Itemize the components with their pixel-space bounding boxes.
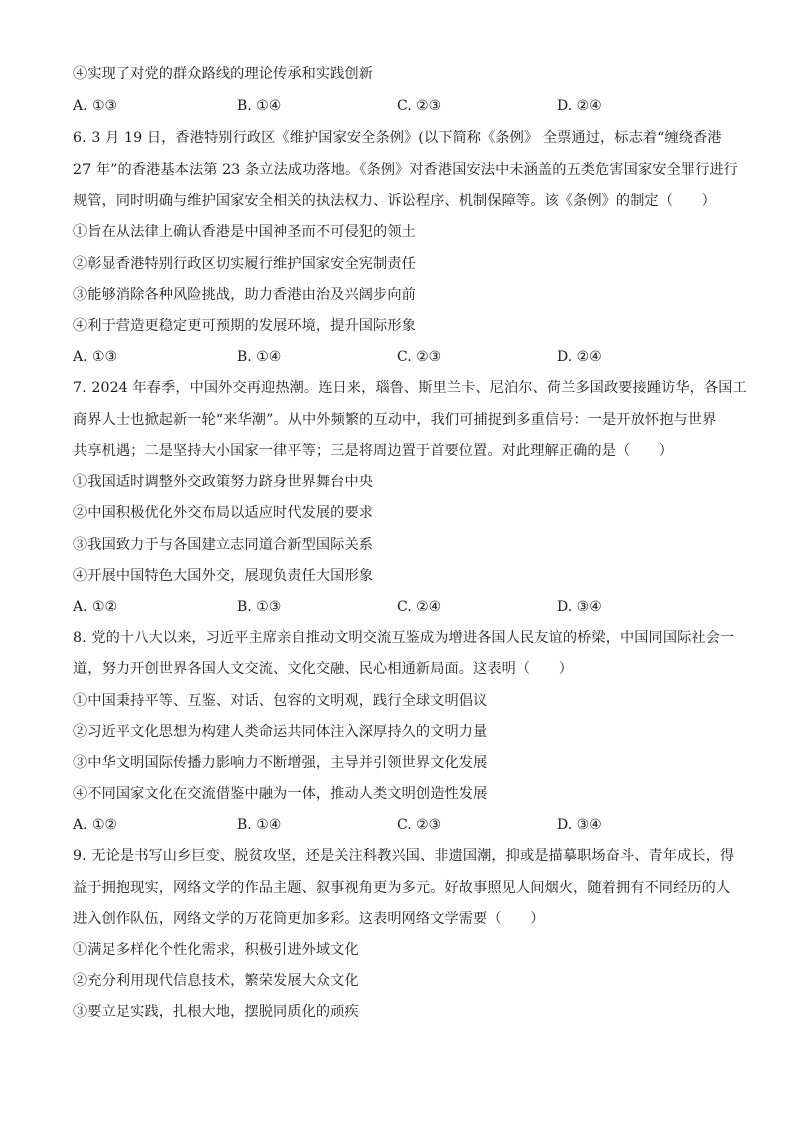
q6-statement-2: ②彰显香港特别行政区切实履行维护国家安全宪制责任 <box>73 256 416 272</box>
q6-option-c[interactable]: C. ②③ <box>397 349 442 365</box>
q7-option-c[interactable]: C. ②④ <box>397 599 442 615</box>
q8-stem-line-2: 道，努力开创世界各国人文交流、文化交融、民心相通新局面。这表明（ ） <box>73 661 574 677</box>
q7-statement-4: ④开展中国特色大国外交，展现负责任大国形象 <box>73 568 374 584</box>
q6-statement-1: ①旨在从法律上确认香港是中国神圣而不可侵犯的领土 <box>73 224 416 240</box>
q6-stem-line-3: 规管，同时明确与维护国家安全相关的执法权力、诉讼程序、机制保障等。该《条例》的制定（ ） <box>73 193 716 209</box>
q8-option-d[interactable]: D. ③④ <box>557 817 602 833</box>
q5-option-a[interactable]: A. ①③ <box>73 98 118 114</box>
q6-option-b[interactable]: B. ①④ <box>237 349 282 365</box>
q8-stem-line-1: 8. 党的十八大以来，习近平主席亲自推动文明交流互鉴成为增进各国人民友谊的桥梁，中国同国际社会一 <box>73 630 735 646</box>
q7-option-a[interactable]: A. ①② <box>73 599 118 615</box>
q7-options <box>73 597 723 617</box>
q8-statement-2: ②习近平文化思想为构建人类命运共同体注入深厚持久的文明力量 <box>73 724 488 740</box>
q6-option-d[interactable]: D. ②④ <box>557 349 602 365</box>
q8-options <box>73 815 723 835</box>
q5-statement-4: ④实现了对党的群众路线的理论传承和实践创新 <box>73 66 374 82</box>
q5-option-d[interactable]: D. ②④ <box>557 98 602 114</box>
q7-statement-1: ①我国适时调整外交政策努力跻身世界舞台中央 <box>73 474 374 490</box>
q8-statement-4: ④不同国家文化在交流借鉴中融为一体，推动人类文明创造性发展 <box>73 786 488 802</box>
q8-option-c[interactable]: C. ②③ <box>397 817 442 833</box>
q6-options <box>73 347 723 367</box>
q6-statement-3: ③能够消除各种风险挑战，助力香港由治及兴阔步向前 <box>73 287 416 303</box>
q6-stem-line-2: 27 年”的香港基本法第 23 条立法成功落地。《条例》对香港国安法中未涵盖的五类危害国家安全罪行进行 <box>73 162 738 178</box>
q9-statement-2: ②充分利用现代信息技术，繁荣发展大众文化 <box>73 973 359 989</box>
q5-option-c[interactable]: C. ②③ <box>397 98 442 114</box>
q9-stem-line-2: 益于拥抱现实，网络文学的作品主题、叙事视角更为多元。好故事照见人间烟火，随着拥有不同经历的人 <box>73 880 731 896</box>
q6-statement-4: ④利于营造更稳定更可预期的发展环境，提升国际形象 <box>73 318 416 334</box>
q8-option-a[interactable]: A. ①② <box>73 817 118 833</box>
q7-stem-line-1: 7. 2024 年春季，中国外交再迎热潮。连日来，瑙鲁、斯里兰卡、尼泊尔、荷兰多国政要接踵访华，各国工 <box>73 380 747 396</box>
q5-option-b[interactable]: B. ①④ <box>237 98 282 114</box>
q9-statement-1: ①满足多样化个性化需求，积极引进外域文化 <box>73 942 359 958</box>
q7-option-d[interactable]: D. ③④ <box>557 599 602 615</box>
q8-option-b[interactable]: B. ①④ <box>237 817 282 833</box>
q9-statement-3: ③要立足实践，扎根大地，摆脱同质化的顽疾 <box>73 1004 359 1020</box>
q5-options <box>73 96 723 116</box>
q9-stem-line-3: 进入创作队伍，网络文学的万花筒更加多彩。这表明网络文学需要（ ） <box>73 911 545 927</box>
q6-option-a[interactable]: A. ①③ <box>73 349 118 365</box>
q7-option-b[interactable]: B. ①③ <box>237 599 282 615</box>
q8-statement-1: ①中国秉持平等、互鉴、对话、包容的文明观，践行全球文明倡议 <box>73 693 488 709</box>
q7-stem-line-2: 商界人士也掀起新一轮“来华潮”。从中外频繁的互动中，我们可捕捉到多重信号：一是开放怀抱与世界 <box>73 412 717 428</box>
q6-stem-line-1: 6. 3 月 19 日，香港特别行政区《维护国家安全条例》(以下简称《条例》 全票通过，标志着“缠绕香港 <box>73 130 722 146</box>
q7-statement-3: ③我国致力于与各国建立志同道合新型国际关系 <box>73 537 374 553</box>
q8-statement-3: ③中华文明国际传播力影响力不断增强，主导并引领世界文化发展 <box>73 755 488 771</box>
q9-stem-line-1: 9. 无论是书写山乡巨变、脱贫攻坚，还是关注科教兴国、非遗国潮，抑或是描摹职场奋斗、青年成长，得 <box>73 848 735 864</box>
q7-statement-2: ②中国积极优化外交布局以适应时代发展的要求 <box>73 505 374 521</box>
q7-stem-line-3: 共享机遇；二是坚持大小国家一律平等；三是将周边置于首要位置。对此理解正确的是（ ） <box>73 443 674 459</box>
